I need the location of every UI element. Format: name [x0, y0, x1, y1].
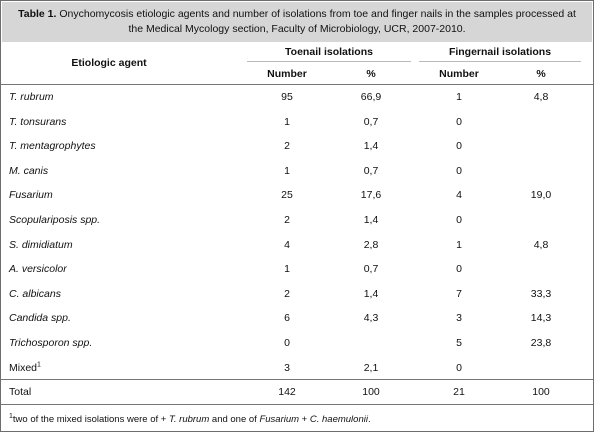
cell-toenail-number-text: 6 [284, 312, 290, 325]
cell-agent [9, 233, 219, 258]
cell-fingernail-number [419, 208, 499, 233]
header-toenail-number: Number [267, 68, 307, 80]
cell-toenail-number [247, 380, 327, 405]
cell-toenail-number [247, 85, 327, 110]
cell-agent [9, 110, 219, 135]
cell-agent-text: Mixed [9, 361, 38, 374]
cell-fingernail-number-text: 0 [456, 140, 462, 153]
cell-fingernail-percent [501, 134, 581, 159]
cell-fingernail-percent-text: 4,8 [533, 238, 549, 251]
cell-fingernail-percent-text: 23,8 [530, 337, 552, 349]
cell-toenail-number-text: 1 [284, 263, 290, 276]
cell-fingernail-percent [501, 257, 581, 282]
cell-toenail-percent-text: 17,6 [360, 189, 382, 202]
cell-toenail-number-text: 1 [284, 115, 290, 128]
cell-toenail-percent [331, 257, 411, 282]
cell-agent [9, 134, 219, 159]
cell-fingernail-percent-text: 14,3 [530, 312, 552, 325]
cell-toenail-percent [331, 183, 411, 208]
cell-toenail-percent-text: 1,4 [363, 214, 379, 226]
cell-toenail-percent [331, 306, 411, 331]
cell-agent [9, 380, 219, 405]
cell-fingernail-number [419, 183, 499, 208]
cell-toenail-number-text: 25 [281, 189, 293, 202]
cell-fingernail-number [419, 282, 499, 307]
footnote-agent-b: Fusarium [259, 414, 300, 425]
cell-toenail-percent-text: 66,9 [360, 91, 382, 103]
cell-fingernail-percent [501, 159, 581, 184]
footnote-text-a: two of the mixed isolations were of + [12, 414, 169, 425]
cell-fingernail-number [419, 159, 499, 184]
table-row [1, 159, 593, 184]
cell-toenail-percent [331, 208, 411, 233]
header-etiologic-agent: Etiologic agent [71, 57, 147, 69]
cell-toenail-number-text: 95 [281, 91, 293, 103]
cell-fingernail-number-text: 1 [456, 91, 462, 103]
cell-fingernail-number [419, 331, 499, 356]
cell-toenail-number-text: 142 [278, 386, 296, 399]
cell-fingernail-percent [501, 208, 581, 233]
cell-agent-text: A. versicolor [9, 263, 67, 276]
cell-toenail-number [247, 110, 327, 135]
cell-fingernail-number [419, 306, 499, 331]
cell-agent [9, 257, 219, 282]
cell-toenail-percent [331, 356, 411, 381]
cell-toenail-percent-text: 1,4 [363, 287, 379, 300]
cell-toenail-percent [331, 134, 411, 159]
cell-fingernail-percent [501, 282, 581, 307]
table-row [1, 208, 593, 233]
cell-fingernail-number [419, 134, 499, 159]
cell-toenail-number-text: 0 [284, 337, 290, 349]
cell-fingernail-percent-text: 19,0 [530, 189, 552, 202]
cell-agent [9, 183, 219, 208]
cell-fingernail-number-text: 0 [456, 263, 462, 276]
cell-fingernail-percent-text: 4,8 [533, 91, 549, 103]
header-fingernail-percent: % [536, 68, 546, 80]
cell-toenail-percent [331, 85, 411, 110]
footnote-mark: 1 [9, 412, 13, 420]
table-row [1, 257, 593, 282]
table-row [1, 331, 593, 356]
cell-toenail-number [247, 257, 327, 282]
footnote-agent-a: T. rubrum [168, 414, 210, 425]
cell-fingernail-number-text: 3 [456, 312, 462, 325]
cell-agent-text: Candida spp. [9, 312, 71, 325]
table-row [1, 85, 593, 110]
cell-fingernail-percent [501, 233, 581, 258]
footnote-text-d: . [367, 414, 371, 425]
cell-fingernail-number [419, 85, 499, 110]
cell-fingernail-percent-text: 33,3 [530, 287, 552, 300]
cell-fingernail-number-text: 0 [456, 115, 462, 128]
cell-toenail-percent-text: 2,1 [363, 361, 379, 374]
cell-agent-text: Fusarium [9, 189, 53, 202]
cell-toenail-number [247, 233, 327, 258]
cell-fingernail-number [419, 257, 499, 282]
cell-fingernail-percent [501, 331, 581, 356]
table-row [1, 233, 593, 258]
cell-fingernail-number-text: 0 [456, 214, 462, 226]
cell-fingernail-percent [501, 110, 581, 135]
cell-agent-text: Trichosporon spp. [9, 337, 93, 349]
fingernail-header-rule [419, 61, 581, 62]
cell-toenail-percent-text: 0,7 [363, 115, 379, 128]
cell-agent-text: S. dimidiatum [9, 238, 73, 251]
footnote-text-c: + [299, 414, 310, 425]
cell-toenail-number [247, 183, 327, 208]
cell-toenail-percent-text: 1,4 [363, 140, 379, 153]
cell-fingernail-number [419, 233, 499, 258]
cell-fingernail-number-text: 4 [456, 189, 462, 202]
caption-line-1: Onychomycosis etiologic agents and number of isolations from toe and finger nails in the samples processed at [59, 8, 576, 20]
header-toenail-percent: % [366, 68, 376, 80]
cell-toenail-number-text: 2 [284, 214, 290, 226]
cell-agent-text: M. canis [9, 164, 49, 177]
cell-toenail-percent [331, 159, 411, 184]
cell-toenail-percent [331, 233, 411, 258]
cell-toenail-percent [331, 331, 411, 356]
cell-toenail-percent-text: 0,7 [363, 164, 379, 177]
cell-toenail-number [247, 282, 327, 307]
caption-label: Table 1. [18, 8, 57, 20]
cell-agent-text: T. mentagrophytes [9, 140, 96, 153]
cell-fingernail-number-text: 1 [456, 238, 462, 251]
cell-fingernail-percent [501, 356, 581, 381]
table-row [1, 183, 593, 208]
cell-toenail-number [247, 208, 327, 233]
cell-agent [9, 306, 219, 331]
cell-fingernail-percent-text: 100 [532, 386, 550, 399]
table-footnote [9, 414, 371, 426]
cell-toenail-percent [331, 282, 411, 307]
cell-fingernail-percent [501, 183, 581, 208]
table-bottom-rule [1, 404, 593, 405]
cell-fingernail-number-text: 5 [456, 337, 462, 349]
toenail-header-rule [247, 61, 411, 62]
cell-fingernail-percent [501, 306, 581, 331]
cell-toenail-number-text: 2 [284, 287, 290, 300]
cell-fingernail-number-text: 7 [456, 287, 462, 300]
cell-agent [9, 356, 219, 381]
cell-fingernail-number-text: 0 [456, 164, 462, 177]
table-row [1, 356, 593, 381]
footnote-ref: 1 [37, 361, 41, 369]
cell-toenail-number-text: 3 [284, 361, 290, 374]
cell-toenail-number [247, 306, 327, 331]
cell-agent-text: Total [9, 386, 32, 399]
table-row [1, 380, 593, 405]
caption-line-2: the Medical Mycology section, Faculty of Microbiology, UCR, 2007-2010. [128, 23, 466, 35]
cell-toenail-number-text: 1 [284, 164, 290, 177]
cell-fingernail-percent [501, 85, 581, 110]
cell-agent [9, 159, 219, 184]
cell-agent [9, 331, 219, 356]
cell-toenail-percent [331, 110, 411, 135]
cell-toenail-number [247, 134, 327, 159]
caption-text [2, 7, 592, 37]
table-caption [2, 2, 592, 42]
cell-toenail-number-text: 4 [284, 238, 290, 251]
cell-fingernail-number-text: 0 [456, 361, 462, 374]
cell-agent [9, 85, 219, 110]
cell-toenail-percent-text: 100 [362, 386, 380, 399]
cell-agent [9, 208, 219, 233]
cell-fingernail-number [419, 110, 499, 135]
header-toenail-isolations: Toenail isolations [285, 46, 373, 58]
table-row [1, 134, 593, 159]
cell-agent [9, 282, 219, 307]
cell-fingernail-number [419, 356, 499, 381]
cell-toenail-percent-text: 4,3 [363, 312, 379, 325]
cell-toenail-number-text: 2 [284, 140, 290, 153]
cell-toenail-percent-text: 2,8 [363, 238, 379, 251]
cell-agent-text: Scopulariposis spp. [9, 214, 101, 226]
cell-toenail-number [247, 331, 327, 356]
cell-fingernail-number [419, 380, 499, 405]
footnote-agent-c: C. haemulonii [309, 414, 368, 425]
cell-toenail-number [247, 356, 327, 381]
cell-agent-text: T. rubrum [9, 91, 54, 103]
table-row [1, 110, 593, 135]
cell-toenail-percent-text: 0,7 [363, 263, 379, 276]
footnote-text-b: and one of [209, 414, 260, 425]
cell-toenail-number [247, 159, 327, 184]
table-row [1, 282, 593, 307]
cell-fingernail-percent [501, 380, 581, 405]
cell-fingernail-number-text: 21 [453, 386, 465, 399]
cell-agent-text: T. tonsurans [9, 115, 67, 128]
header-fingernail-number: Number [439, 68, 479, 80]
cell-agent-text: C. albicans [9, 287, 61, 300]
cell-toenail-percent [331, 380, 411, 405]
table-row [1, 306, 593, 331]
header-fingernail-isolations: Fingernail isolations [448, 46, 552, 58]
